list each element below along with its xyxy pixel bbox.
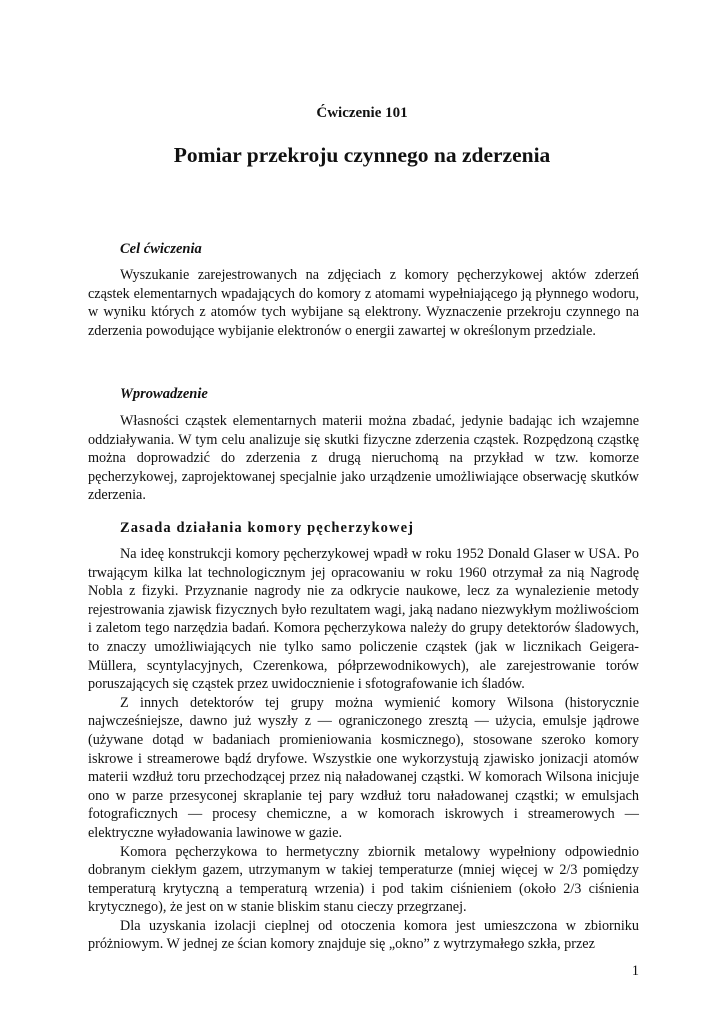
section-heading-principle: Zasada działania komory pęcherzykowej	[120, 520, 415, 536]
paragraph: Wyszukanie zarejestrowanych na zdjęciach z komory pęcherzykowej aktów zderzeń cząstek elementarnych wpadających do komory z atomami wypełniającego ją płynnego wodoru, w wyniku których z atomów tych wybijane są elektrony. Wyznaczenie przekroju czynnego na zderzenia powodujące wybijanie elektronów o energii zawartej w określonym przedziale.	[88, 267, 639, 339]
section-body-principle	[88, 545, 639, 954]
section-body-introduction	[88, 412, 639, 505]
paragraph: Dla uzyskania izolacji cieplnej od otoczenia komora jest umieszczona w zbiorniku próżniowym. W jednej ze ścian komory znajduje się „okno” z wytrzymałego szkła, przez	[88, 917, 639, 953]
page-number: 1	[631, 963, 639, 979]
paragraph: Na ideę konstrukcji komory pęcherzykowej wpadł w roku 1952 Donald Glaser w USA. Po trwającym kilka lat technologicznym jej opracowaniu w roku 1960 otrzymał za nią Nagrodę Nobla z fizyki. Przyznanie nagrody nie za odkrycie naukowe, lecz za wynalezienie metody rejestrowania zjawisk fizycznych było rezultatem wagi, jaką nadano niezwykłym możliwościom i zaletom tego narzędzia badań. Komora pęcherzykowa należy do grupy detektorów śladowych, to znaczy umożliwiających nie tylko samo policzenie cząstek (jak w licznikach Geigera-Müllera, scyntylacyjnych, Czerenkowa, półprzewodnikowych), ale zarejestrowanie torów poruszających się cząstek przez uwidocznienie i sfotografowanie ich śladów.	[88, 546, 639, 693]
paragraph: Komora pęcherzykowa to hermetyczny zbiornik metalowy wypełniony odpowiednio dobranym ciekłym gazem, utrzymanym w takiej temperaturze (mniej więcej w 2/3 pomiędzy temperaturą krytyczną a temperaturą wrzenia) i pod takim ciśnieniem (około 2/3 ciśnienia krytycznego), że jest on w stanie bliskim stanu cieczy przegrzanej.	[88, 843, 639, 916]
section-body-goal	[88, 266, 639, 340]
paragraph: Własności cząstek elementarnych materii można zbadać, jedynie badając ich wzajemne oddziaływania. W tym celu analizuje się skutki fizyczne zderzenia cząstek. Rozpędzoną cząstkę można doprowadzić do zderzenia z drugą nieruchomą na przykład w tzw. komorze pęcherzykowej, zaprojektowanej specjalnie jako urządzenie umożliwiające obserwację skutków zderzenia.	[88, 413, 639, 504]
section-heading-goal: Cel ćwiczenia	[120, 241, 202, 257]
section-heading-introduction: Wprowadzenie	[120, 386, 208, 402]
page-title: Pomiar przekroju czynnego na zderzenia	[173, 143, 551, 167]
exercise-label: Ćwiczenie 101	[316, 105, 408, 121]
paragraph: Z innych detektorów tej grupy można wymienić komory Wilsona (historycznie najwcześniejsze, dawno już wyszły z — ograniczonego zresztą — użycia, emulsje jądrowe (używane dotąd w badaniach promieniowania kosmicznego), stosowane szeroko komory iskrowe i streamerowe bądź dryfowe. Wszystkie one wykorzystują zjawisko jonizacji atomów materii wzdłuż toru przechodzącej przez nią naładowanej cząstki. W komorach Wilsona inicjuje ono w parze przesyconej skraplanie tej pary wzdłuż toru naładowanej cząstki; w emulsjach fotograficznych — procesy chemiczne, a w komorach iskrowych i streamerowych — elektryczne wyładowania lawinowe w gazie.	[88, 694, 639, 841]
